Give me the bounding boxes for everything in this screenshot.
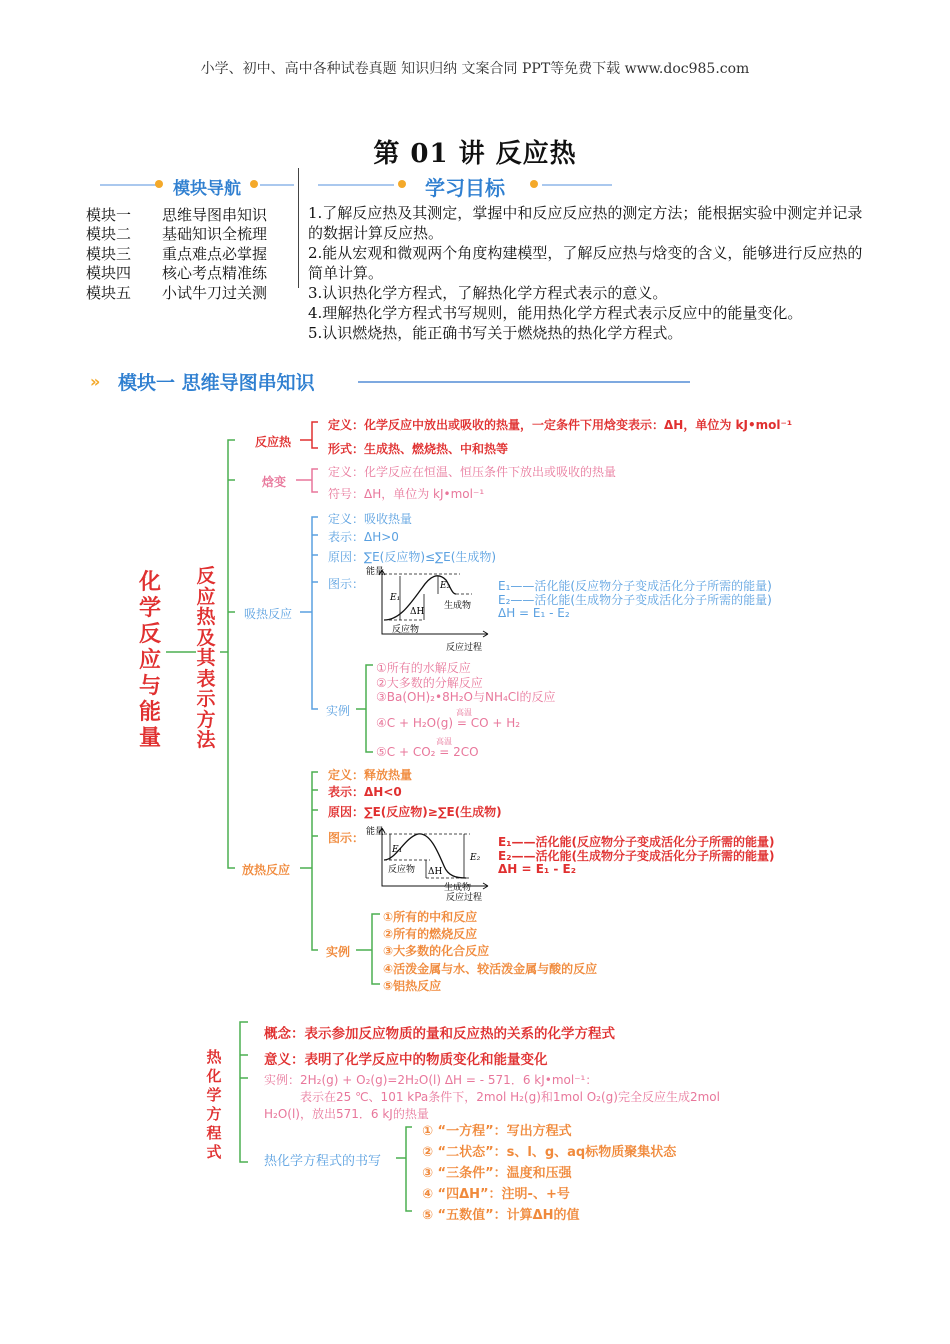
node-text: 表示在25 ℃、101 kPa条件下，2mol H₂(g)和1mol O₂(g)完全反应生成2mol (300, 1090, 720, 1104)
rule-item: ③ “三条件”：温度和压强 (422, 1166, 572, 1181)
label-product: 生成物 (444, 883, 472, 893)
node-examples: 实例 (326, 704, 351, 718)
mindmap-branch-reaction-heat: 反应热及其表示方法 (196, 565, 216, 751)
node-text: 符号：ΔH，单位为 kJ•mol⁻¹ (328, 487, 485, 501)
example-item: ⑤C + CO₂ = 2CO (376, 745, 479, 759)
exothermic-energy-diagram (360, 822, 500, 904)
module-name: 重点难点必掌握 (162, 244, 268, 263)
rule-item: ⑤ “五数值”：计算ΔH的值 (422, 1208, 580, 1223)
module-key: 模块五 (86, 283, 132, 302)
label-e2: E₂ (470, 853, 481, 863)
example-item: ③Ba(OH)₂•8H₂O与NH₄Cl的反应 (376, 690, 556, 704)
example-item: ①所有的中和反应 (383, 910, 478, 924)
endothermic-energy-diagram (360, 564, 500, 654)
label-e2: E₂ (440, 581, 451, 591)
example-item: ③大多数的化合反应 (383, 944, 490, 958)
node-examples: 实例 (326, 945, 351, 959)
node-text: 表示：ΔH>0 (328, 530, 399, 544)
node-exothermic: 放热反应 (242, 863, 291, 877)
example-item: ①所有的水解反应 (376, 661, 471, 675)
label-reactant: 反应物 (388, 865, 416, 875)
node-text: 意义：表明了化学反应中的物质变化和能量变化 (264, 1052, 548, 1068)
node-text: 图示： (328, 577, 365, 591)
node-text: E₁——活化能(反应物分子变成活化分子所需的能量) (498, 579, 772, 593)
example-item: ②所有的燃烧反应 (383, 927, 478, 941)
node-text: 定义：化学反应中放出或吸收的热量，一定条件下用焓变表示：ΔH，单位为 kJ•mol⁻¹ (328, 418, 793, 432)
example-item: ②大多数的分解反应 (376, 676, 483, 690)
label-product: 生成物 (444, 601, 472, 611)
label-e1: E₁ (392, 845, 403, 855)
page-title: 第 01 讲 反应热 (373, 139, 577, 169)
section-heading: 模块一 思维导图串知识 (118, 372, 315, 394)
node-text: ΔH = E₁ - E₂ (498, 606, 570, 620)
goal-item: 3.认识热化学方程式，了解热化学方程式表示的意义。 (308, 284, 668, 302)
node-endothermic: 吸热反应 (244, 607, 293, 621)
module-name: 小试牛刀过关测 (162, 283, 268, 302)
goal-item: 4.理解热化学方程式书写规则，能用热化学方程式表示反应中的能量变化。 (308, 304, 803, 322)
axis-label-y: 能量 (366, 827, 385, 837)
node-text: 定义：化学反应在恒温、恒压条件下放出或吸收的热量 (328, 465, 617, 479)
module-key: 模块一 (86, 206, 132, 224)
label-e1: E₁ (390, 593, 401, 603)
module-name: 思维导图串知识 (162, 206, 268, 224)
node-reaction-heat: 反应热 (255, 435, 292, 449)
mindmap-root: 化学反应与能量 (138, 570, 161, 751)
rule-item: ① “一方程”：写出方程式 (422, 1124, 572, 1139)
condition-label: 高温 (456, 708, 472, 717)
module-key: 模块四 (86, 264, 132, 283)
axis-label-y: 能量 (366, 567, 385, 577)
node-text: 定义：释放热量 (328, 768, 413, 782)
goal-item: 5.认识燃烧热，能正确书写关于燃烧热的热化学方程式。 (308, 324, 683, 342)
rule-item: ④ “四ΔH”：注明-、+号 (422, 1187, 570, 1202)
node-text: E₂——活化能(生成物分子变成活化分子所需的能量) (498, 593, 772, 607)
goal-item: 2.能从宏观和微观两个角度构建模型，了解反应热与焓变的含义，能够进行反应热的简单计算。 (308, 244, 863, 282)
module-key: 模块三 (86, 244, 132, 263)
node-text: 定义：吸收热量 (328, 512, 413, 526)
node-text: 实例：2H₂(g) + O₂(g)=2H₂O(l) ΔH = - 571．6 kJ•mol⁻¹： (264, 1073, 598, 1087)
rule-item: ② “二状态”：s、l、g、aq标物质聚集状态 (422, 1145, 677, 1160)
node-writing-rules: 热化学方程式的书写 (264, 1154, 382, 1169)
double-chevron-icon: » (90, 372, 101, 391)
nav-heading: 模块导航 (173, 179, 241, 199)
node-text: 原因：∑E(反应物)≤∑E(生成物) (328, 550, 497, 564)
example-item: ④C + H₂O(g) = CO + H₂ (376, 716, 521, 730)
mindmap-branch-thermo-equation: 热化学方程式 (206, 1048, 222, 1161)
goals-heading: 学习目标 (425, 176, 505, 200)
label-reactant: 反应物 (392, 625, 420, 635)
goal-item: 1.了解反应热及其测定，掌握中和反应反应热的测定方法；能根据实验中测定并记录的数据计算反应热。 (308, 204, 863, 242)
condition-label: 高温 (436, 737, 452, 746)
node-text: 概念：表示参加反应物质的量和反应热的关系的化学方程式 (264, 1026, 615, 1042)
example-item: ④活泼金属与水、较活泼金属与酸的反应 (383, 962, 598, 976)
node-text: 原因：∑E(反应物)≥∑E(生成物) (328, 805, 502, 819)
module-name: 基础知识全梳理 (162, 225, 268, 244)
node-text: E₁——活化能(反应物分子变成活化分子所需的能量) (498, 835, 775, 849)
node-text: 表示：ΔH<0 (328, 785, 402, 799)
label-dh: ΔH (428, 867, 443, 877)
node-text: ΔH = E₁ - E₂ (498, 862, 576, 876)
module-name: 核心考点精准练 (162, 264, 268, 283)
example-item: ⑤铝热反应 (383, 979, 442, 993)
node-text: 形式：生成热、燃烧热、中和热等 (328, 442, 509, 456)
node-enthalpy: 焓变 (262, 475, 287, 489)
node-text: 图示： (328, 831, 365, 845)
node-text: E₂——活化能(生成物分子变成活化分子所需的能量) (498, 849, 775, 863)
label-dh: ΔH (410, 607, 425, 617)
axis-label-x: 反应过程 (446, 893, 483, 903)
page-header-text: 小学、初中、高中各种试卷真题 知识归纳 文案合同 PPT等免费下载 www.doc985.com (200, 61, 750, 77)
node-text: H₂O(l)，放出571．6 kJ的热量 (264, 1107, 429, 1121)
module-key: 模块二 (86, 225, 132, 244)
axis-label-x: 反应过程 (446, 643, 483, 653)
